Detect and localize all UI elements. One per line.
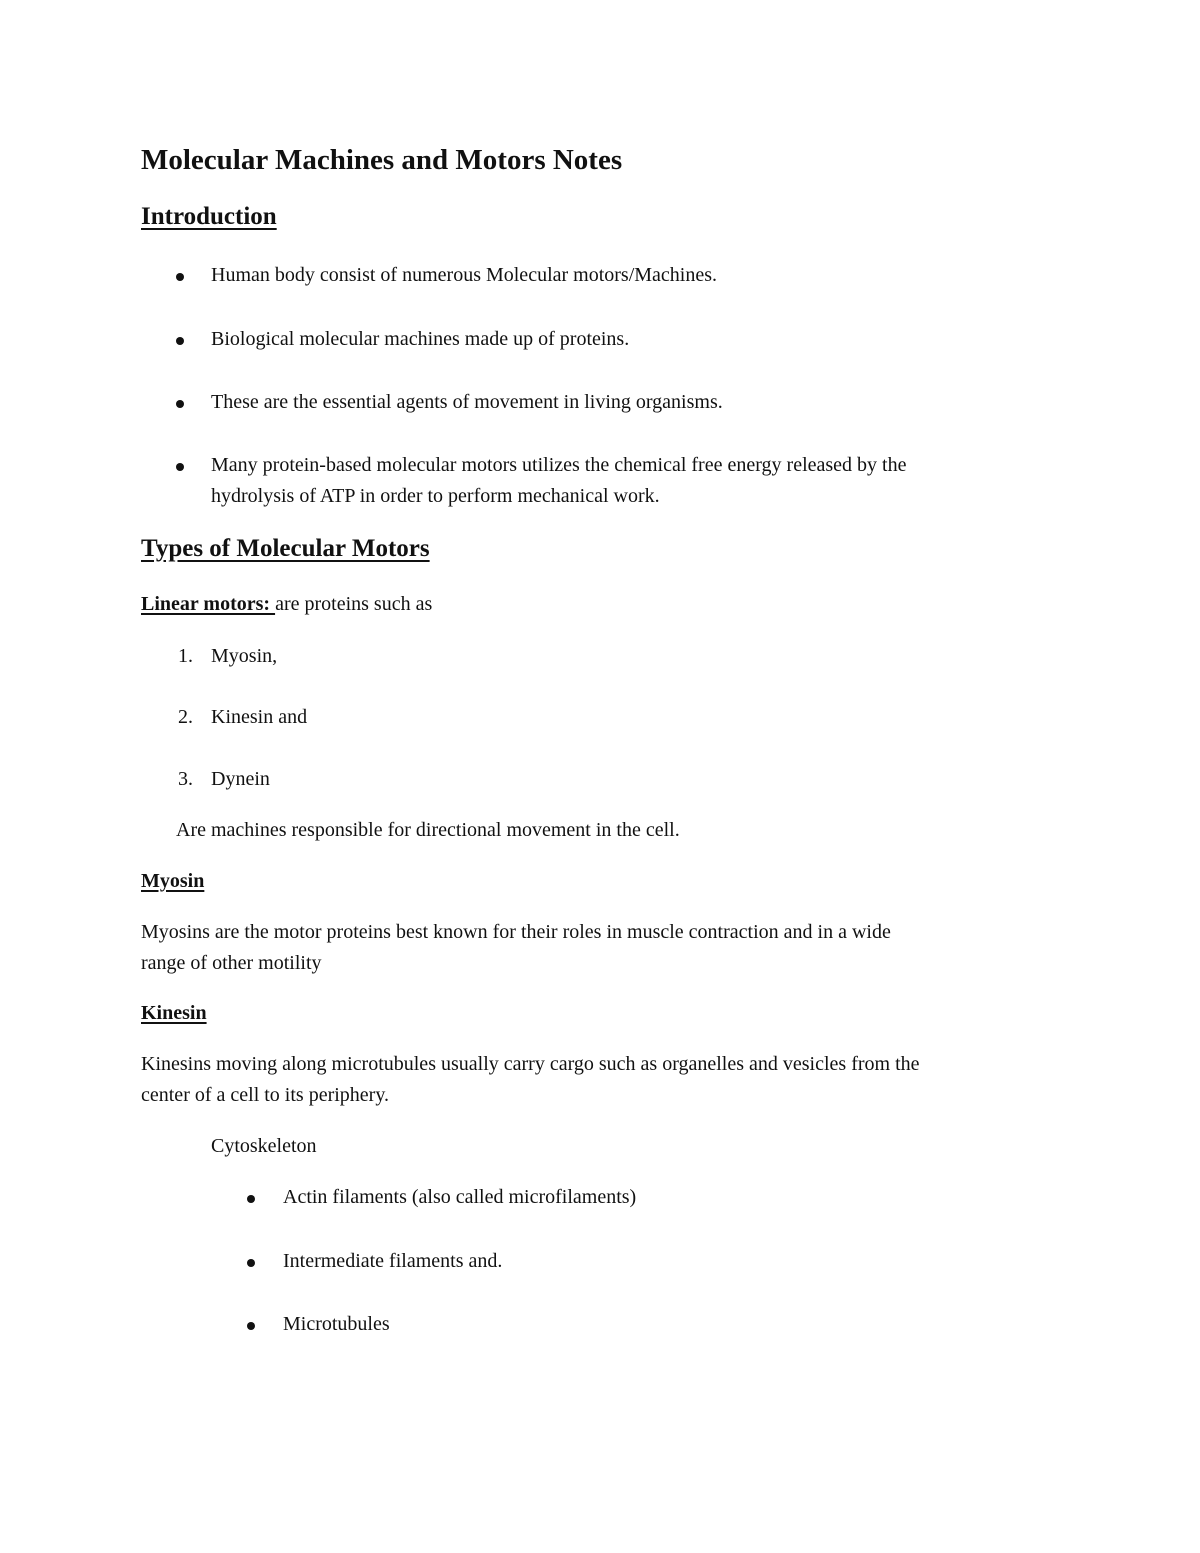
types-summary: Are machines responsible for directional movement in the cell. xyxy=(176,819,680,841)
intro-bullet-2: Biological molecular machines made up of proteins. xyxy=(211,328,630,350)
kinesin-heading: Kinesin xyxy=(141,1002,207,1024)
intro-bullet-4-line2: hydrolysis of ATP in order to perform mechanical work. xyxy=(211,485,660,507)
list-number: 1. xyxy=(178,645,193,667)
cytoskeleton-bullet-1: Actin filaments (also called microfilaments) xyxy=(283,1186,637,1208)
myosin-heading: Myosin xyxy=(141,870,205,892)
intro-bullet-4-line1: Many protein-based molecular motors utilizes the chemical free energy released by the xyxy=(211,454,907,476)
linear-motors-text: are proteins such as xyxy=(275,593,433,615)
cytoskeleton-label: Cytoskeleton xyxy=(211,1135,317,1157)
list-item-dynein: Dynein xyxy=(211,768,270,790)
intro-bullet-1: Human body consist of numerous Molecular motors/Machines. xyxy=(211,264,718,286)
bullet-dot xyxy=(247,1259,255,1267)
bullet-dot xyxy=(176,337,184,345)
list-item-myosin: Myosin, xyxy=(211,645,278,667)
bullet-dot xyxy=(247,1195,255,1203)
list-number: 3. xyxy=(178,768,193,790)
intro-bullet-3: These are the essential agents of movement in living organisms. xyxy=(211,391,723,413)
bullet-dot xyxy=(176,400,184,408)
kinesin-text-line2: center of a cell to its periphery. xyxy=(141,1084,390,1106)
bullet-dot xyxy=(247,1322,255,1330)
myosin-text-line2: range of other motility xyxy=(141,952,322,974)
linear-motors-label: Linear motors: xyxy=(141,593,276,615)
myosin-text-line1: Myosins are the motor proteins best known for their roles in muscle contraction and in a wide xyxy=(141,921,891,943)
kinesin-text-line1: Kinesins moving along microtubules usually carry cargo such as organelles and vesicles from the xyxy=(141,1053,920,1075)
document-title: Molecular Machines and Motors Notes xyxy=(141,144,623,176)
linear-motors-line xyxy=(141,593,432,616)
cytoskeleton-bullet-2: Intermediate filaments and. xyxy=(283,1250,503,1272)
bullet-dot xyxy=(176,273,184,281)
intro-heading: Introduction xyxy=(141,203,277,230)
list-item-kinesin: Kinesin and xyxy=(211,706,308,728)
list-number: 2. xyxy=(178,706,193,728)
bullet-dot xyxy=(176,463,184,471)
types-heading: Types of Molecular Motors xyxy=(141,535,430,562)
cytoskeleton-bullet-3: Microtubules xyxy=(283,1313,390,1335)
